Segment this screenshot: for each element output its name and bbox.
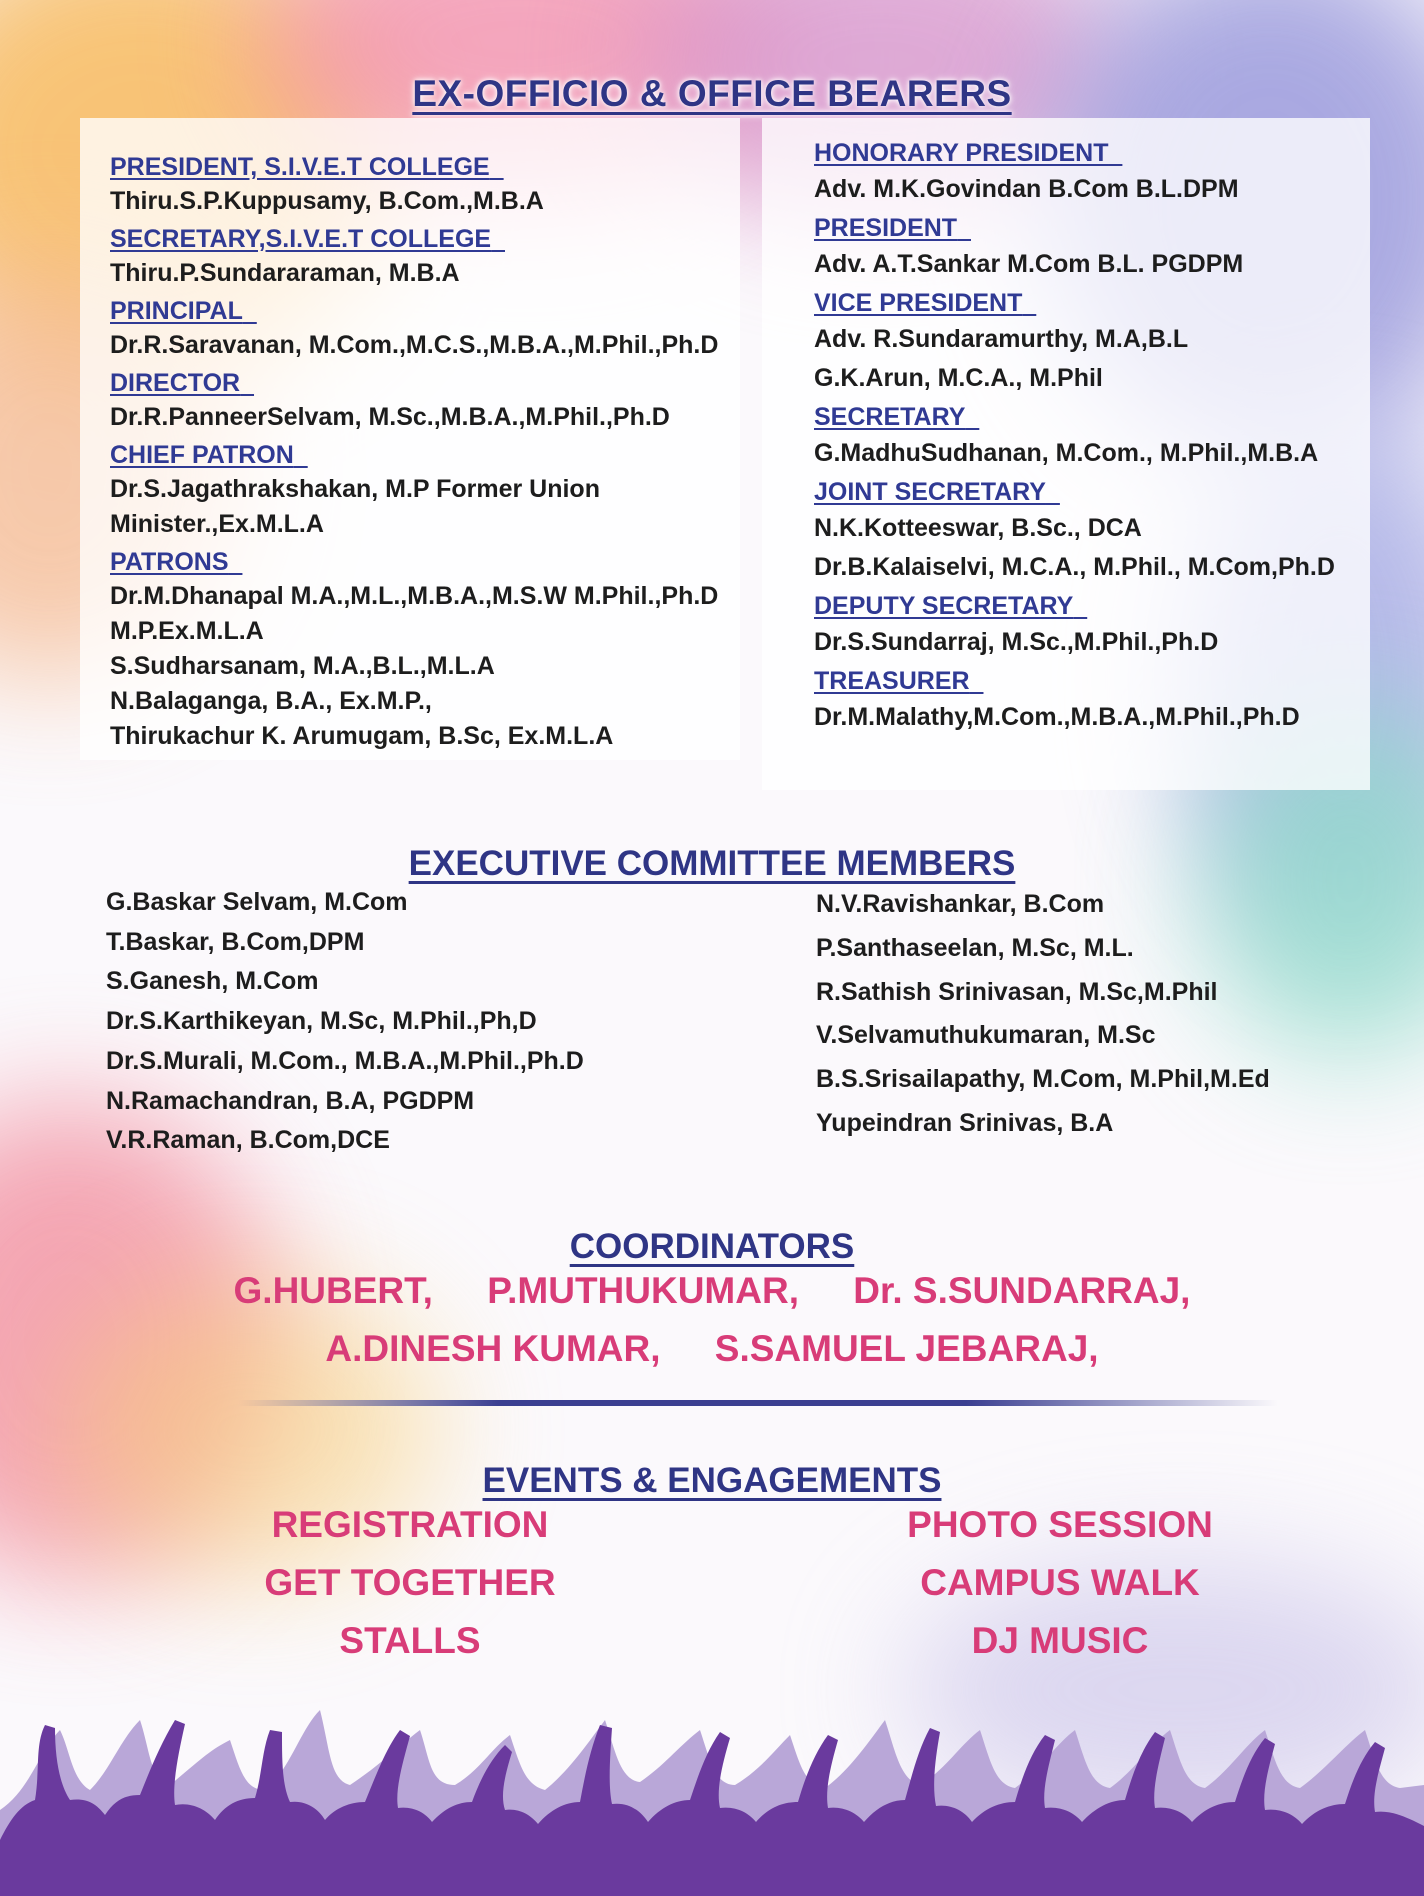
crowd-silhouette-illustration <box>0 1690 1424 1896</box>
role-heading: DIRECTOR <box>110 369 241 397</box>
role-heading: PRESIDENT <box>814 214 958 242</box>
member-name: Dr.S.Sundarraj, M.Sc.,M.Phil.,Ph.D <box>814 628 1219 656</box>
coordinators-title: COORDINATORS <box>569 1227 855 1267</box>
coordinator-name: Dr. S.SUNDARRAJ, <box>853 1270 1191 1311</box>
role-heading: PRINCIPAL <box>110 297 243 325</box>
executive-member-name: V.Selvamuthukumaran, M.Sc <box>816 1021 1156 1050</box>
executive-member-name: G.Baskar Selvam, M.Com <box>106 888 408 916</box>
member-name: Thiru.S.P.Kuppusamy, B.Com.,M.B.A <box>110 187 544 215</box>
event-item: REGISTRATION <box>271 1504 549 1545</box>
event-item: CAMPUS WALK <box>920 1562 1200 1603</box>
executive-left-list <box>106 883 584 1161</box>
role-heading: HONORARY PRESIDENT <box>814 139 1109 167</box>
role-heading: TREASURER <box>814 667 970 695</box>
executive-member-name: T.Baskar, B.Com,DPM <box>106 927 365 956</box>
executive-member-name: N.Ramachandran, B.A, PGDPM <box>106 1086 475 1115</box>
member-name: Thiru.P.Sundararaman, M.B.A <box>110 259 460 287</box>
events-left-list <box>160 1496 660 1670</box>
coordinator-name: A.DINESH KUMAR, <box>325 1328 661 1369</box>
role-heading: SECRETARY,S.I.V.E.T COLLEGE <box>110 225 492 253</box>
role-members <box>814 509 1364 587</box>
coordinator-name: G.HUBERT, <box>233 1270 433 1311</box>
executive-member-name: S.Ganesh, M.Com <box>106 967 319 996</box>
role-heading: PATRONS <box>110 548 229 576</box>
role-members <box>814 245 1364 284</box>
role-members <box>110 184 740 219</box>
coordinator-name: S.SAMUEL JEBARAJ, <box>714 1328 1099 1369</box>
member-name: Dr.M.Malathy,M.Com.,M.B.A.,M.Phil.,Ph.D <box>814 703 1300 731</box>
role-members <box>110 328 740 363</box>
event-item: GET TOGETHER <box>264 1562 556 1603</box>
coordinators-row-1 <box>0 1270 1424 1312</box>
executive-member-name: P.Santhaseelan, M.Sc, M.L. <box>816 933 1134 962</box>
member-name: Minister.,Ex.M.L.A <box>110 510 324 538</box>
member-name: N.K.Kotteeswar, B.Sc., DCA <box>814 514 1142 542</box>
role-heading: JOINT SECRETARY <box>814 478 1046 506</box>
executive-member-name: B.S.Srisailapathy, M.Com, M.Phil,M.Ed <box>816 1065 1270 1094</box>
executive-member-name: R.Sathish Srinivasan, M.Sc,M.Phil <box>816 977 1218 1006</box>
executive-member-name: Dr.S.Murali, M.Com., M.B.A.,M.Phil.,Ph.D <box>106 1046 584 1075</box>
executive-member-name: Yupeindran Srinivas, B.A <box>816 1108 1114 1137</box>
role-members <box>814 698 1364 737</box>
role-members <box>814 320 1364 398</box>
events-title: EVENTS & ENGAGEMENTS <box>482 1461 942 1501</box>
role-members <box>814 170 1364 209</box>
member-name: Thirukachur K. Arumugam, B.Sc, Ex.M.L.A <box>110 722 614 750</box>
role-heading: DEPUTY SECRETARY <box>814 592 1074 620</box>
member-name: S.Sudharsanam, M.A.,B.L.,M.L.A <box>110 652 495 680</box>
role-heading: CHIEF PATRON <box>110 441 294 469</box>
member-name: Adv. A.T.Sankar M.Com B.L. PGDPM <box>814 250 1244 278</box>
role-heading: PRESIDENT, S.I.V.E.T COLLEGE <box>110 153 490 181</box>
role-members <box>110 400 740 435</box>
role-heading: VICE PRESIDENT <box>814 289 1023 317</box>
executive-member-name: V.R.Raman, B.Com,DCE <box>106 1126 390 1155</box>
executive-committee-title: EXECUTIVE COMMITTEE MEMBERS <box>408 844 1016 884</box>
member-name: G.MadhuSudhanan, M.Com., M.Phil.,M.B.A <box>814 439 1319 467</box>
role-members <box>814 434 1364 473</box>
event-item: DJ MUSIC <box>971 1620 1149 1661</box>
member-name: N.Balaganga, B.A., Ex.M.P., <box>110 687 432 715</box>
role-members <box>110 472 740 542</box>
member-name: Adv. R.Sundaramurthy, M.A,B.L <box>814 325 1189 353</box>
ex-officio-right-column <box>814 136 1364 739</box>
role-heading: SECRETARY <box>814 403 966 431</box>
member-name: G.K.Arun, M.C.A., M.Phil <box>814 364 1103 392</box>
member-name: Dr.S.Jagathrakshakan, M.P Former Union <box>110 475 600 503</box>
member-name: Dr.M.Dhanapal M.A.,M.L.,M.B.A.,M.S.W M.Phil.,Ph.D <box>110 582 719 610</box>
member-name: Adv. M.K.Govindan B.Com B.L.DPM <box>814 175 1239 203</box>
executive-member-name: Dr.S.Karthikeyan, M.Sc, M.Phil.,Ph,D <box>106 1007 537 1036</box>
executive-right-list <box>816 883 1270 1146</box>
ex-officio-title: EX-OFFICIO & OFFICE BEARERS <box>412 72 1012 114</box>
event-item: PHOTO SESSION <box>907 1504 1213 1545</box>
coordinator-name: P.MUTHUKUMAR, <box>487 1270 799 1311</box>
events-right-list <box>810 1496 1310 1670</box>
member-name: Dr.B.Kalaiselvi, M.C.A., M.Phil., M.Com,Ph.D <box>814 553 1335 581</box>
coordinators-row-2 <box>0 1328 1424 1370</box>
ex-officio-left-column <box>110 150 740 757</box>
role-members <box>814 623 1364 662</box>
executive-member-name: N.V.Ravishankar, B.Com <box>816 890 1105 918</box>
event-item: STALLS <box>339 1620 481 1661</box>
role-members <box>110 579 740 754</box>
member-name: Dr.R.Saravanan, M.Com.,M.C.S.,M.B.A.,M.Phil.,Ph.D <box>110 331 719 359</box>
member-name: M.P.Ex.M.L.A <box>110 617 264 645</box>
role-members <box>110 256 740 291</box>
member-name: Dr.R.PanneerSelvam, M.Sc.,M.B.A.,M.Phil.,Ph.D <box>110 403 670 431</box>
section-divider <box>238 1400 1278 1406</box>
